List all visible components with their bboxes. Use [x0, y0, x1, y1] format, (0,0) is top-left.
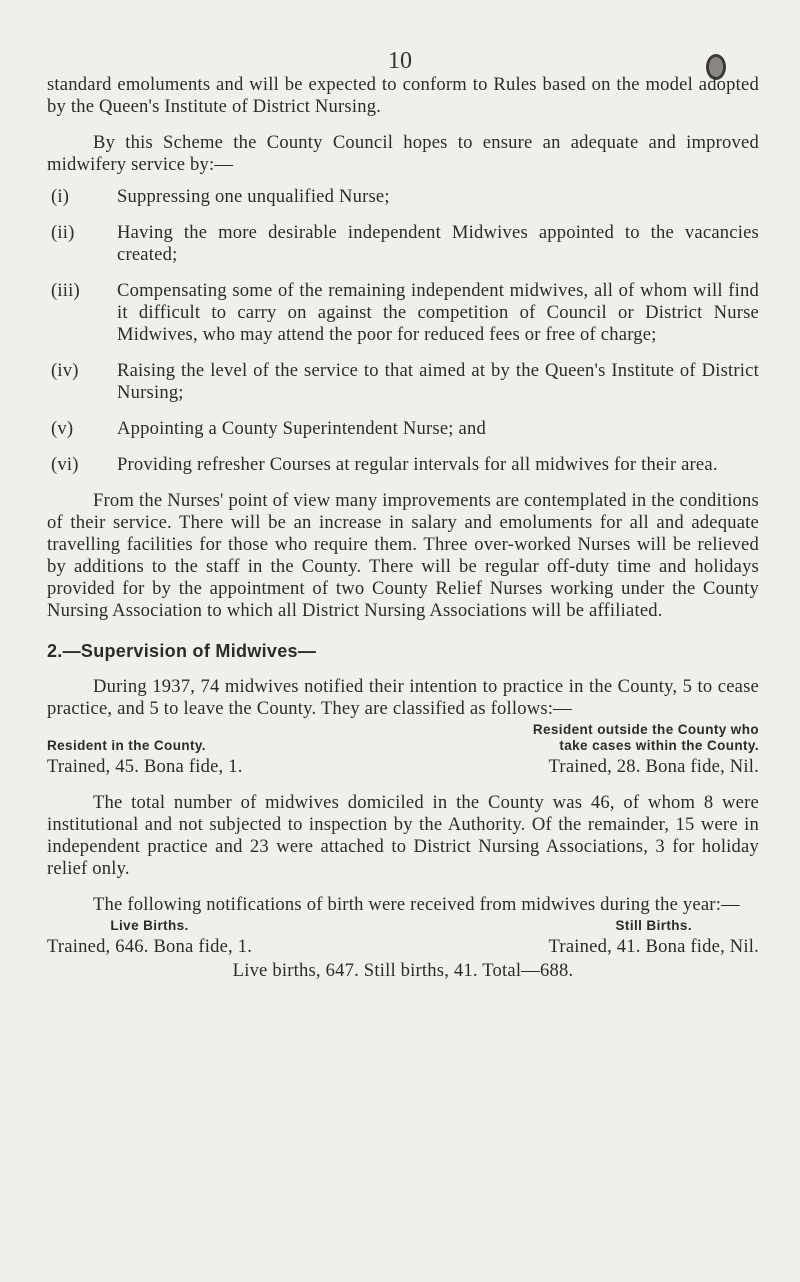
list-item-number: (i) [51, 186, 70, 207]
list-item [47, 454, 759, 476]
section-heading: 2.—Supervision of Midwives— [47, 641, 317, 661]
outside-values: Trained, 28. Bona fide, Nil. [548, 756, 759, 777]
list-item-text: Providing refresher Courses at regular intervals for all midwives for their area. [117, 454, 718, 475]
list-item-text: Having the more desirable independent Midwives appointed to the vacancies created; [117, 222, 759, 265]
list-item [47, 222, 759, 266]
resident-values: Trained, 45. Bona fide, 1. [47, 756, 243, 777]
nurses-paragraph: From the Nurses' point of view many improvements are contemplated in the conditions of their service. There will be an increase in salary and emoluments for all and adequate travelling facilities for those who require them. Three over-worked Nurses will be relieved by additions to the staff in the County. There will be regular off-duty time and holidays provided for by the appointment of two County Relief Nurses working under the County Nursing Association to which all District Nursing Associations will be affiliated. [47, 490, 759, 621]
list-item [47, 418, 759, 440]
list-item [47, 186, 759, 208]
intro-paragraph: standard emoluments and will be expected to conform to Rules based on the model adopted by the Queen's Institute of District Nursing. [47, 74, 759, 117]
births-totals: Live births, 647. Still births, 41. Total—688. [232, 960, 574, 981]
births-table [47, 918, 759, 958]
list-item-number: (v) [51, 418, 74, 439]
domiciled-paragraph: The total number of midwives domiciled in the County was 46, of whom 8 were institutional and not subjected to inspection by the Authority. Of the remainder, 15 were in independent practice and 23 were attached to District Nursing Associations, 3 for holiday relief only. [47, 792, 759, 879]
classification-left [47, 722, 243, 778]
outside-heading-line2: take cases within the County. [559, 738, 759, 753]
document-body [47, 74, 759, 982]
list-item-text: Appointing a County Superintendent Nurse; and [117, 418, 486, 439]
births-paragraph: The following notifications of birth were received from midwives during the year:— [93, 894, 740, 915]
classification-table [47, 722, 759, 778]
resident-heading: Resident in the County. [47, 738, 206, 753]
outside-heading-line1: Resident outside the County who [532, 722, 759, 737]
list-item-text: Raising the level of the service to that aimed at by the Queen's Institute of District Nursing; [117, 360, 759, 403]
list-item-number: (iii) [51, 280, 80, 301]
still-births-heading: Still Births. [615, 918, 692, 933]
list-item-number: (iv) [51, 360, 79, 381]
list-item-number: (vi) [51, 454, 79, 475]
still-births-values: Trained, 41. Bona fide, Nil. [548, 936, 759, 957]
list-item [47, 360, 759, 404]
list-item-number: (ii) [51, 222, 75, 243]
live-births-heading: Live Births. [110, 918, 189, 933]
still-births-column [549, 918, 759, 958]
live-births-column [47, 918, 252, 958]
scheme-list [47, 186, 759, 476]
page-number: 10 [388, 48, 412, 74]
scheme-paragraph: By this Scheme the County Council hopes to ensure an adequate and improved midwifery service by:— [47, 132, 759, 175]
list-item-text: Compensating some of the remaining independent midwives, all of whom will find it difficult to carry on against the competition of Council or District Nurse Midwives, who may attend the poor for reduced fees or free of charge; [117, 280, 759, 345]
list-item [47, 280, 759, 346]
live-births-values: Trained, 646. Bona fide, 1. [47, 936, 253, 957]
supervision-paragraph: During 1937, 74 midwives notified their intention to practice in the County, 5 to cease practice, and 5 to leave the County. They are classified as follows:— [47, 676, 759, 719]
classification-right [533, 722, 759, 778]
list-item-text: Suppressing one unqualified Nurse; [117, 186, 390, 207]
